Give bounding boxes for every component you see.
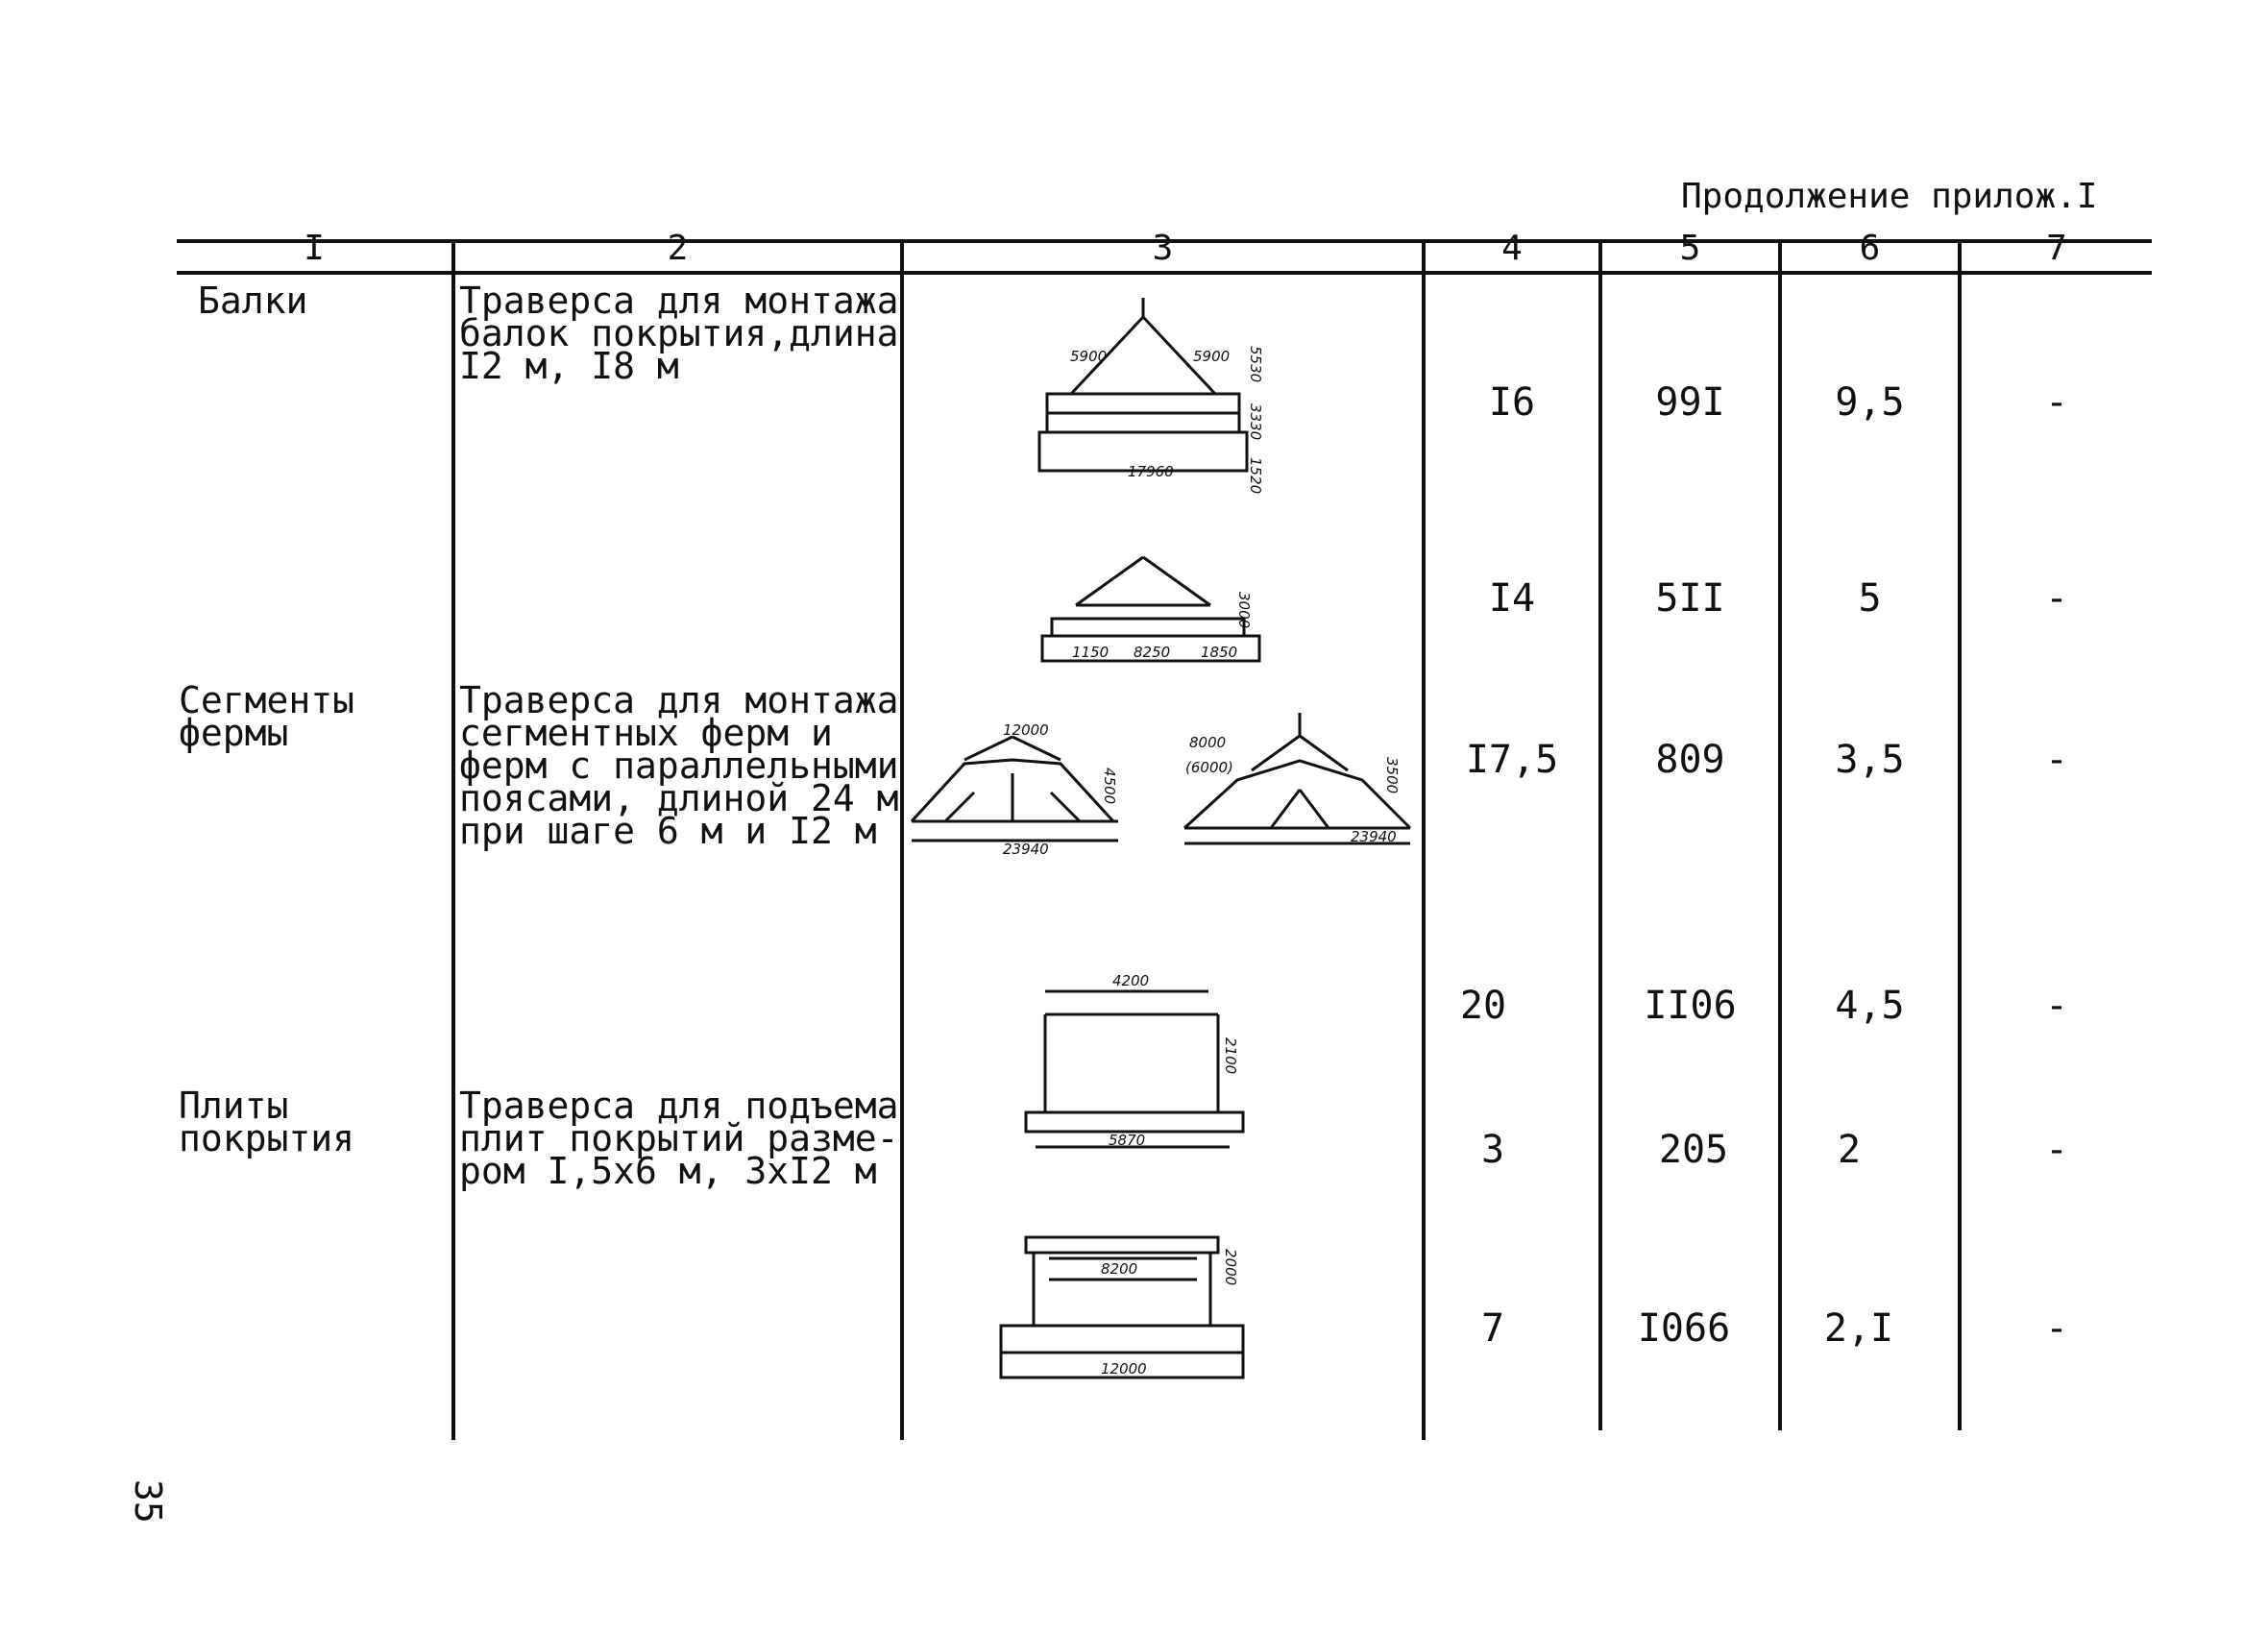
svg-text:5870: 5870: [1109, 1132, 1146, 1149]
row5-col7: -: [2044, 1128, 2069, 1172]
table-header-rule: [177, 271, 2152, 275]
row1-sketch: [1028, 288, 1278, 500]
row2-col7: -: [2044, 576, 2069, 621]
row3-col5: 809: [1655, 738, 1725, 782]
svg-text:3330: 3330: [1247, 403, 1264, 441]
row4-sketch: [1016, 970, 1247, 1153]
row4-col7: -: [2044, 984, 2069, 1028]
svg-text:5900: 5900: [1070, 348, 1108, 365]
page-number: 35: [127, 1479, 169, 1524]
svg-text:23940: 23940: [1003, 841, 1049, 858]
svg-text:8200: 8200: [1101, 1260, 1138, 1278]
svg-text:1850: 1850: [1201, 644, 1238, 661]
column-header-2: 2: [667, 229, 689, 268]
row1-col5: 99I: [1655, 380, 1725, 425]
row3-col7: -: [2044, 738, 2069, 782]
row1-description: Траверса для монтажа балок покрытия,длина I2 м, I8 м: [459, 280, 899, 387]
svg-text:17960: 17960: [1128, 463, 1174, 480]
svg-text:23940: 23940: [1351, 828, 1397, 845]
row1-category: Балки: [198, 280, 308, 322]
svg-text:12000: 12000: [1101, 1360, 1147, 1378]
svg-text:4500: 4500: [1101, 768, 1118, 805]
col-divider-2: [900, 239, 904, 1440]
row3-sketch-b: [1180, 713, 1420, 847]
row4-col4: 20: [1459, 984, 1507, 1028]
column-header-6: 6: [1859, 229, 1881, 268]
row6-col5: I066: [1637, 1306, 1731, 1351]
svg-text:5900: 5900: [1193, 348, 1231, 365]
row3-col4: I7,5: [1465, 738, 1559, 782]
row3-description: Траверса для монтажа сегментных ферм и ферм с параллельными поясами, длиной 24 м при шаге 6 м и I2 м: [459, 679, 899, 852]
row1-col6: 9,5: [1835, 380, 1905, 425]
row1-col4: I6: [1488, 380, 1536, 425]
svg-text:1150: 1150: [1072, 644, 1110, 661]
row3-col6: 3,5: [1835, 738, 1905, 782]
row5-col6: 2: [1837, 1128, 1862, 1172]
row6-sketch: [995, 1230, 1245, 1402]
row2-col5: 5II: [1655, 576, 1725, 621]
continuation-label: Продолжение прилож.I: [1681, 177, 2098, 216]
row2-col6: 5: [1858, 576, 1882, 621]
column-header-5: 5: [1679, 229, 1701, 268]
svg-text:2100: 2100: [1222, 1037, 1239, 1075]
svg-text:1520: 1520: [1247, 457, 1264, 495]
svg-text:3500: 3500: [1383, 757, 1401, 794]
row1-col7: -: [2044, 380, 2069, 425]
row6-col6: 2,I: [1823, 1306, 1894, 1351]
svg-text:(6000): (6000): [1185, 759, 1233, 776]
row5-category: Плиты покрытия: [179, 1085, 355, 1159]
row4-col5: II06: [1644, 984, 1737, 1028]
svg-text:12000: 12000: [1003, 721, 1049, 739]
svg-text:8250: 8250: [1134, 644, 1171, 661]
column-header-7: 7: [2046, 229, 2067, 268]
column-header-4: 4: [1501, 229, 1523, 268]
svg-text:3000: 3000: [1235, 592, 1253, 629]
row5-col5: 205: [1658, 1128, 1729, 1172]
column-header-3: 3: [1152, 229, 1174, 268]
row3-sketch-a: [907, 721, 1137, 860]
col-divider-1: [451, 239, 455, 1440]
row3-category: Сегменты фермы: [179, 679, 355, 754]
svg-text:2000: 2000: [1222, 1249, 1239, 1286]
row5-description: Траверса для подъема плит покрытий разме- ром I,5x6 м, 3xI2 м: [459, 1085, 899, 1192]
row2-col4: I4: [1488, 576, 1536, 621]
row4-col6: 4,5: [1835, 984, 1905, 1028]
svg-text:5530: 5530: [1247, 346, 1264, 383]
row2-sketch: [1037, 548, 1287, 682]
row6-col7: -: [2044, 1306, 2069, 1351]
column-header-1: I: [304, 229, 325, 268]
row6-col4: 7: [1480, 1306, 1505, 1351]
row5-col4: 3: [1480, 1128, 1505, 1172]
svg-text:8000: 8000: [1189, 734, 1227, 751]
svg-text:4200: 4200: [1112, 972, 1150, 989]
